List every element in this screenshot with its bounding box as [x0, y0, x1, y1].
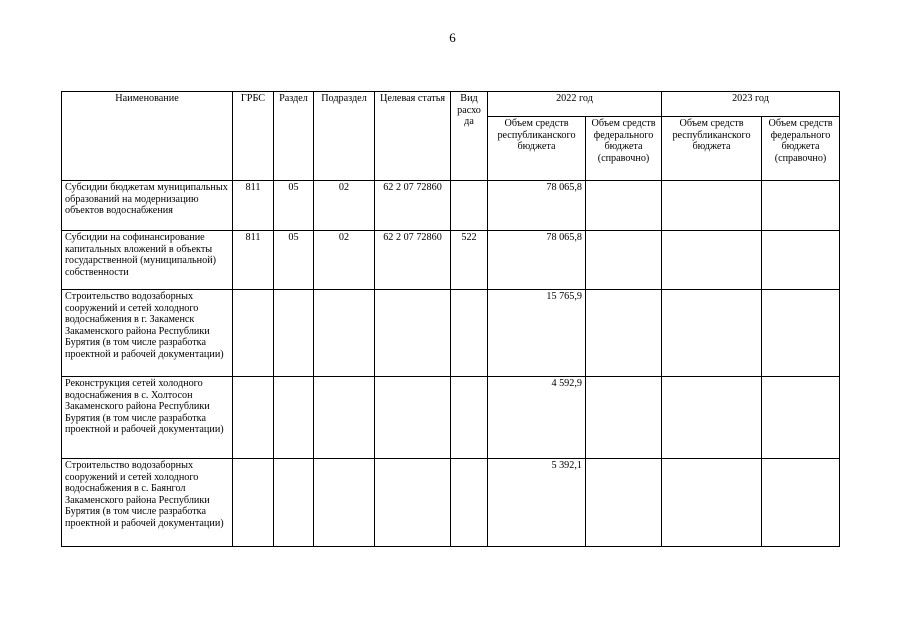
cell-fed-2022 [586, 231, 662, 290]
cell-target [375, 377, 451, 459]
cell-name: Реконструкция сетей холодного водоснабжения в с. Холтосон Закаменского района Республики Бурятия (в том числе разработка проектной и рабочей документации) [62, 377, 233, 459]
cell-name: Субсидии бюджетам муниципальных образований на модернизацию объектов водоснабжения [62, 181, 233, 231]
header-podrazdel: Подраздел [314, 92, 375, 181]
cell-podrazdel [314, 377, 375, 459]
cell-fed-2022 [586, 181, 662, 231]
table-row [62, 377, 840, 459]
cell-podrazdel [314, 290, 375, 377]
table-row [62, 181, 840, 231]
budget-table [61, 91, 840, 547]
cell-fed-2023 [762, 459, 840, 547]
cell-vid [451, 290, 488, 377]
cell-fed-2022 [586, 290, 662, 377]
cell-name: Строительство водозаборных сооружений и сетей холодного водоснабжения в с. Баянгол Закаменского района Республики Бурятия (в том числе разработка проектной и рабочей документации) [62, 459, 233, 547]
table-body [62, 181, 840, 547]
header-razdel: Раздел [274, 92, 314, 181]
header-target-article: Целевая статья [375, 92, 451, 181]
table-row [62, 459, 840, 547]
header-fed-budget-2022: Объем средств федерального бюджета (справочно) [586, 117, 662, 181]
header-grbs: ГРБС [233, 92, 274, 181]
cell-fed-2023 [762, 290, 840, 377]
cell-fed-2023 [762, 231, 840, 290]
cell-grbs [233, 459, 274, 547]
cell-rep-2022: 78 065,8 [488, 231, 586, 290]
cell-name: Строительство водозаборных сооружений и сетей холодного водоснабжения в г. Закаменск Закаменского района Республики Бурятия (в том числе разработка проектной и рабочей документации) [62, 290, 233, 377]
page-number: 6 [449, 30, 456, 45]
cell-fed-2022 [586, 377, 662, 459]
header-rep-budget-2022: Объем средств республиканского бюджета [488, 117, 586, 181]
header-year-2022: 2022 год [488, 92, 662, 117]
cell-podrazdel: 02 [314, 181, 375, 231]
cell-target: 62 2 07 72860 [375, 231, 451, 290]
cell-rep-2022: 4 592,9 [488, 377, 586, 459]
header-year-2023: 2023 год [662, 92, 840, 117]
cell-razdel [274, 459, 314, 547]
cell-fed-2023 [762, 181, 840, 231]
cell-razdel [274, 377, 314, 459]
header-rep-budget-2023: Объем средств республиканского бюджета [662, 117, 762, 181]
cell-razdel [274, 290, 314, 377]
cell-target: 62 2 07 72860 [375, 181, 451, 231]
cell-podrazdel [314, 459, 375, 547]
cell-target [375, 459, 451, 547]
cell-vid [451, 181, 488, 231]
cell-vid: 522 [451, 231, 488, 290]
cell-razdel: 05 [274, 231, 314, 290]
cell-vid [451, 459, 488, 547]
cell-rep-2022: 5 392,1 [488, 459, 586, 547]
cell-name: Субсидии на софинансирование капитальных вложений в объекты государственной (муниципальной) собственности [62, 231, 233, 290]
cell-rep-2023 [662, 377, 762, 459]
cell-rep-2022: 15 765,9 [488, 290, 586, 377]
table-row [62, 290, 840, 377]
cell-grbs: 811 [233, 231, 274, 290]
cell-rep-2023 [662, 181, 762, 231]
cell-rep-2022: 78 065,8 [488, 181, 586, 231]
cell-rep-2023 [662, 231, 762, 290]
cell-target [375, 290, 451, 377]
cell-grbs: 811 [233, 181, 274, 231]
cell-grbs [233, 377, 274, 459]
header-expense-type: Вид расхо да [451, 92, 488, 181]
cell-fed-2023 [762, 377, 840, 459]
header-fed-budget-2023: Объем средств федерального бюджета (справочно) [762, 117, 840, 181]
cell-fed-2022 [586, 459, 662, 547]
cell-podrazdel: 02 [314, 231, 375, 290]
table-header [62, 92, 840, 181]
table-row [62, 231, 840, 290]
cell-grbs [233, 290, 274, 377]
cell-rep-2023 [662, 290, 762, 377]
header-name: Наименование [62, 92, 233, 181]
cell-vid [451, 377, 488, 459]
cell-razdel: 05 [274, 181, 314, 231]
cell-rep-2023 [662, 459, 762, 547]
